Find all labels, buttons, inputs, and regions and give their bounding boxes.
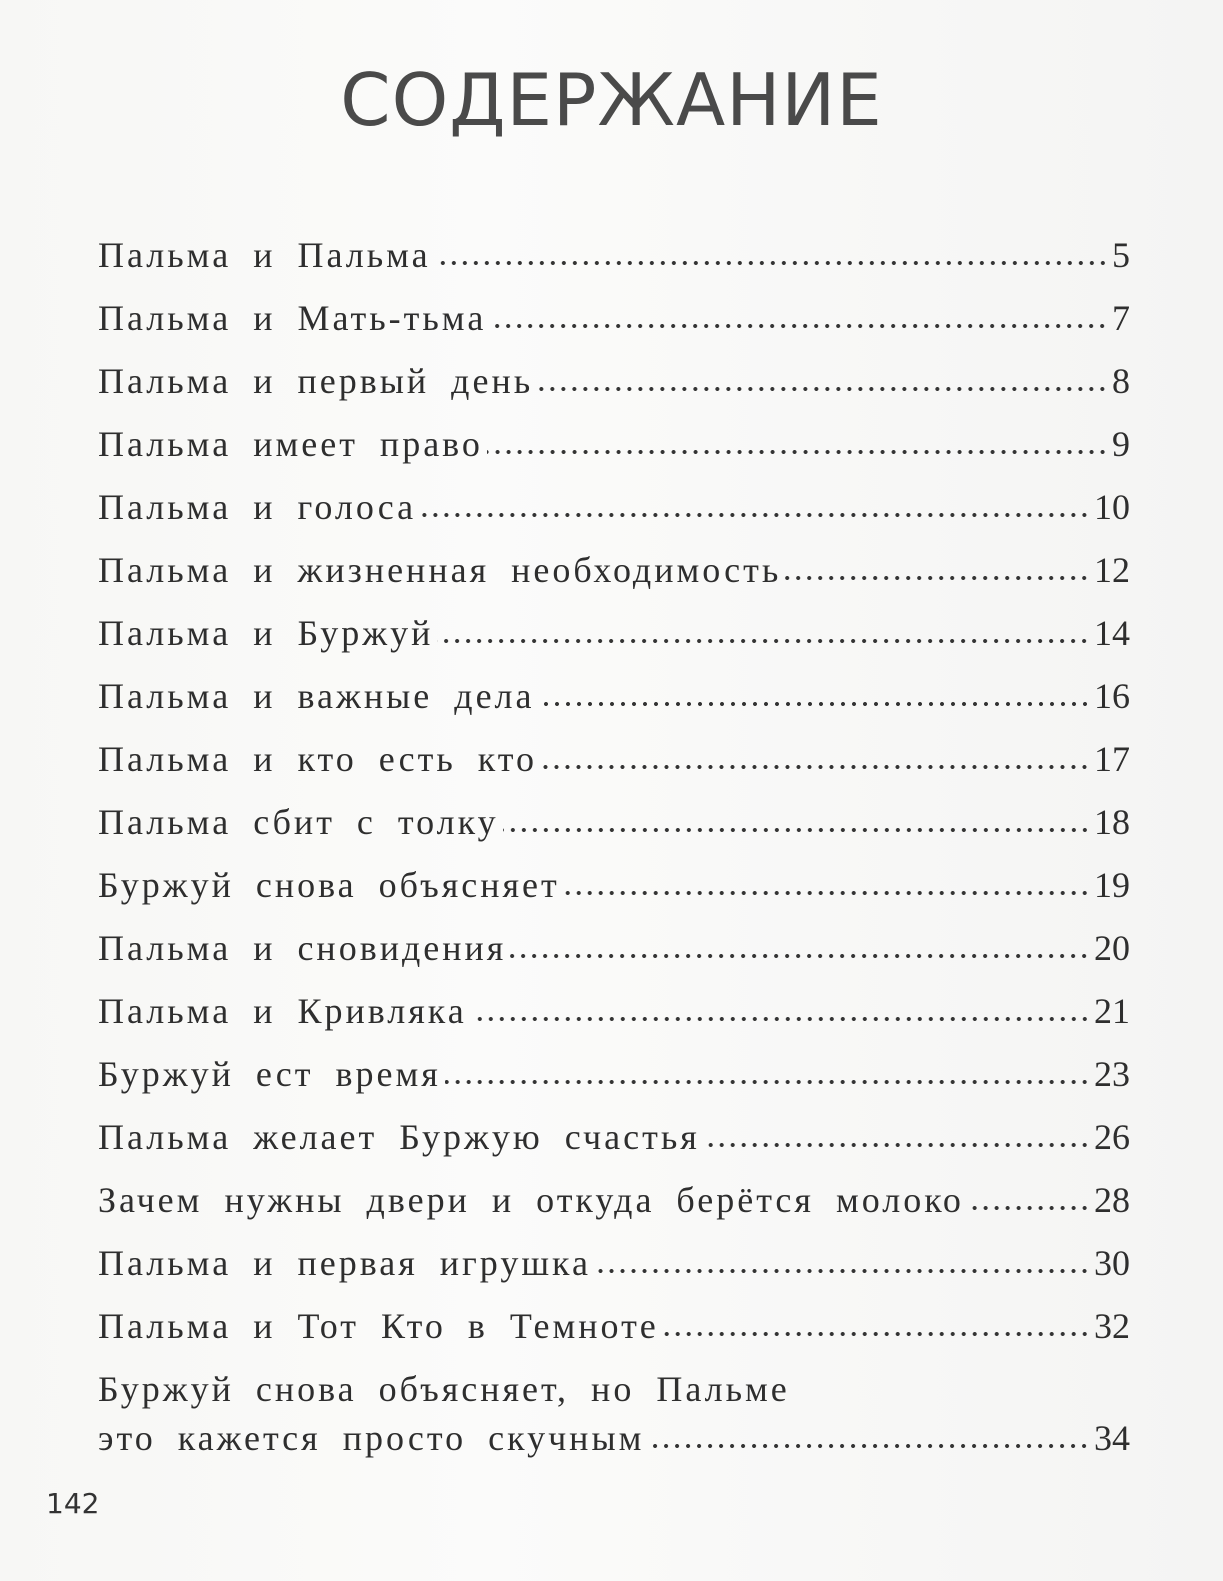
toc-entry <box>98 728 1130 791</box>
dot-leader <box>435 260 1108 266</box>
toc-entry <box>98 854 1130 917</box>
toc-entry <box>98 539 1130 602</box>
toc-entry-page: 34 <box>1094 1418 1130 1458</box>
toc-entry-label: Пальма и Буржуй <box>98 613 434 653</box>
toc-entry-label-line1: Буржуй снова объясняет, но Пальме <box>98 1369 790 1409</box>
dot-leader <box>490 323 1108 329</box>
dot-leader <box>445 1079 1090 1085</box>
dot-leader <box>541 764 1090 770</box>
toc-entry-page: 20 <box>1094 928 1130 968</box>
toc-entry-label: Пальма и первая игрушка <box>98 1243 591 1283</box>
toc-entry-page: 8 <box>1112 361 1130 401</box>
page-number: 142 <box>46 1487 100 1520</box>
toc-entry-label: Пальма имеет право <box>98 424 483 464</box>
table-of-contents <box>98 224 1130 1466</box>
toc-entry <box>98 917 1130 980</box>
toc-entry-page: 26 <box>1094 1117 1130 1157</box>
toc-entry-label: Буржуй снова объясняет <box>98 865 560 905</box>
toc-entry-page: 21 <box>1094 991 1130 1031</box>
toc-entry-label: Пальма и сновидения <box>98 928 507 968</box>
toc-entry-label: Пальма и Пальма <box>98 235 431 275</box>
toc-entry-label: Пальма и голоса <box>98 487 417 527</box>
toc-entry-page: 32 <box>1094 1306 1130 1346</box>
page-title: СОДЕРЖАНИЕ <box>340 58 883 142</box>
toc-entry-label: Пальма и Тот Кто в Темноте <box>98 1306 659 1346</box>
dot-leader <box>471 1016 1090 1022</box>
toc-entry-label: Пальма и Мать-тьма <box>98 298 487 338</box>
toc-entry <box>98 1410 1130 1466</box>
toc-entry <box>98 665 1130 728</box>
toc-entry-page: 7 <box>1112 298 1130 338</box>
dot-leader <box>595 1268 1090 1274</box>
toc-entry-label: Пальма сбит с толку <box>98 802 499 842</box>
toc-entry-multiline <box>98 1358 1130 1466</box>
dot-leader <box>510 953 1090 959</box>
toc-entry-page: 18 <box>1094 802 1130 842</box>
toc-entry-page: 19 <box>1094 865 1130 905</box>
toc-entry-label: Пальма и первый день <box>98 361 534 401</box>
dot-leader <box>663 1331 1090 1337</box>
toc-entry <box>98 476 1130 539</box>
toc-entry-label: Буржуй ест время <box>98 1054 441 1094</box>
toc-entry-label: Пальма и важные дела <box>98 676 535 716</box>
toc-entry <box>98 1043 1130 1106</box>
dot-leader <box>487 449 1108 455</box>
dot-leader <box>537 386 1108 392</box>
toc-entry <box>98 1169 1130 1232</box>
toc-entry-page: 23 <box>1094 1054 1130 1094</box>
toc-entry <box>98 224 1130 287</box>
dot-leader <box>564 890 1090 896</box>
toc-entry <box>98 791 1130 854</box>
toc-entry <box>98 1106 1130 1169</box>
dot-leader <box>437 638 1090 644</box>
dot-leader <box>785 575 1090 581</box>
toc-entry-page: 9 <box>1112 424 1130 464</box>
toc-entry-page: 17 <box>1094 739 1130 779</box>
toc-entry <box>98 1295 1130 1358</box>
toc-entry <box>98 602 1130 665</box>
toc-entry-page: 16 <box>1094 676 1130 716</box>
dot-leader <box>503 827 1090 833</box>
dot-leader <box>704 1142 1090 1148</box>
toc-entry <box>98 350 1130 413</box>
toc-entry-label: Зачем нужны двери и откуда берётся молоко <box>98 1180 964 1220</box>
toc-entry-page: 12 <box>1094 550 1130 590</box>
dot-leader <box>968 1205 1090 1211</box>
toc-entry-label: Пальма и кто есть кто <box>98 739 538 779</box>
dot-leader <box>420 512 1090 518</box>
toc-entry-page: 5 <box>1112 235 1130 275</box>
toc-entry-label: Пальма и жизненная необходимость <box>98 550 782 590</box>
toc-entry <box>98 980 1130 1043</box>
toc-entry-page: 30 <box>1094 1243 1130 1283</box>
toc-entry <box>98 413 1130 476</box>
toc-entry-page: 28 <box>1094 1180 1130 1220</box>
toc-entry-page: 14 <box>1094 613 1130 653</box>
toc-entry-page: 10 <box>1094 487 1130 527</box>
toc-entry-label-line2: это кажется просто скучным <box>98 1418 645 1458</box>
toc-entry-label: Пальма и Кривляка <box>98 991 467 1031</box>
toc-entry-label: Пальма желает Буржую счастья <box>98 1117 700 1157</box>
toc-entry <box>98 1232 1130 1295</box>
dot-leader <box>648 1443 1090 1449</box>
dot-leader <box>539 701 1091 707</box>
toc-entry <box>98 287 1130 350</box>
